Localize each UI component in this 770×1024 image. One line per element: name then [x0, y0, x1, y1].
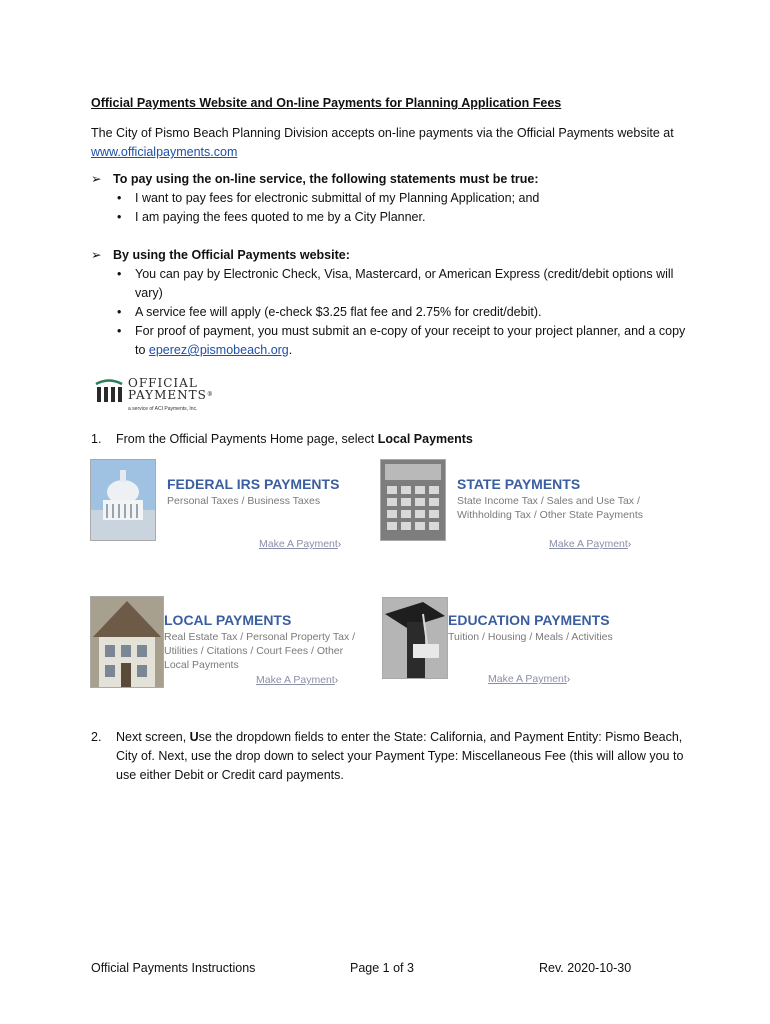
logo-line-1: OFFICIAL [128, 376, 198, 390]
state-card-desc: State Income Tax / Sales and Use Tax / Withholding Tax / Other State Payments [457, 495, 643, 521]
footer-left: Official Payments Instructions [91, 961, 256, 975]
chevron-right-icon: › [566, 673, 571, 685]
official-payments-link[interactable]: www.officialpayments.com [91, 145, 238, 159]
make-payment-link[interactable]: Make A Payment [549, 538, 628, 550]
list-item-text: A service fee will apply (e-check $3.25 flat fee and 2.75% for credit/debit). [135, 305, 542, 319]
graduation-thumbnail [382, 597, 446, 677]
federal-card-desc: Personal Taxes / Business Taxes [167, 495, 321, 507]
calculator-image [380, 459, 446, 541]
website-usage-section [91, 246, 691, 360]
bullet-icon: • [117, 210, 122, 224]
bullet-icon: • [117, 191, 122, 205]
state-card-title[interactable]: STATE PAYMENTS [457, 476, 581, 492]
education-card-desc: Tuition / Housing / Meals / Activities [448, 631, 613, 643]
local-make-payment[interactable] [256, 672, 338, 687]
house-thumbnail [90, 596, 162, 686]
columns-logo-icon [94, 378, 124, 404]
step-number: 1. [91, 432, 102, 446]
step-bold-text: Local Payments [377, 432, 473, 446]
step-2-row [91, 728, 691, 785]
document-title: Official Payments Website and On-line Payments for Planning Application Fees [91, 96, 562, 110]
capitol-thumbnail [90, 459, 154, 539]
logo-wordmark [128, 377, 214, 401]
list-item [91, 303, 691, 322]
intro-text: The City of Pismo Beach Planning Division accepts on-line payments via the Official Payments website at [91, 126, 674, 140]
capitol-image [90, 459, 156, 541]
state-make-payment[interactable] [549, 536, 631, 551]
step-1 [91, 432, 473, 446]
house-image [90, 596, 164, 688]
list-item [91, 189, 691, 208]
chevron-right-icon: › [334, 674, 339, 686]
website-usage-list [91, 265, 691, 360]
bullet-icon: • [117, 324, 122, 338]
bullet-icon: • [117, 267, 122, 281]
bullet-icon: • [117, 305, 122, 319]
list-item [91, 265, 691, 303]
step-bold-text: U [189, 730, 199, 744]
local-card-desc: Real Estate Tax / Personal Property Tax / Utilities / Citations / Court Fees / Other Local Payments [164, 631, 356, 671]
calculator-thumbnail [380, 459, 444, 539]
federal-make-payment[interactable] [259, 536, 341, 551]
website-usage-header-text: By using the Official Payments website: [113, 248, 350, 262]
list-item-text: I want to pay fees for electronic submittal of my Planning Application; and [135, 191, 540, 205]
logo-line-2: PAYMENTS [128, 388, 207, 402]
footer-page-number: Page 1 of 3 [350, 961, 414, 975]
list-item-text: For proof of payment, you must submit an e-copy of your receipt to your project planner, and a copy to [135, 324, 686, 357]
requirements-list [91, 189, 691, 227]
chevron-right-icon: › [627, 538, 632, 550]
local-card-title[interactable]: LOCAL PAYMENTS [164, 612, 292, 628]
graduation-image [382, 597, 448, 679]
education-card-title[interactable]: EDUCATION PAYMENTS [448, 612, 610, 628]
footer-revision: Rev. 2020-10-30 [539, 961, 632, 975]
logo-reg: ® [206, 391, 214, 398]
requirements-header-text: To pay using the on-line service, the following statements must be true: [113, 172, 539, 186]
list-item-text: I am paying the fees quoted to me by a City Planner. [135, 210, 426, 224]
step-text-pre: Next screen, [116, 730, 190, 744]
email-suffix: . [288, 343, 293, 357]
step-number: 2. [91, 730, 102, 744]
requirements-section [91, 170, 691, 227]
make-payment-link[interactable]: Make A Payment [256, 674, 335, 686]
requirements-header [91, 170, 691, 189]
list-item [91, 322, 691, 360]
list-item-text: You can pay by Electronic Check, Visa, Mastercard, or American Express (credit/debit options will vary) [135, 267, 674, 300]
step-text: From the Official Payments Home page, select [116, 432, 378, 446]
intro-paragraph [91, 124, 691, 162]
step-2 [91, 728, 691, 785]
step-text: se the dropdown fields to enter the State: California, and Payment Entity: Pismo Beach, City of. Next, use the drop down to select your Payment Type: Miscellaneous Fee (this will allow you to use either Debit or Credit card payments. [116, 730, 684, 782]
logo-tagline: a service of ACI Payments, Inc. [128, 406, 198, 412]
chevron-right-icon: › [337, 538, 342, 550]
official-payments-logo [94, 376, 224, 416]
website-usage-header [91, 246, 691, 265]
make-payment-link[interactable]: Make A Payment [259, 538, 338, 550]
arrow-bullet-icon: ➢ [91, 248, 102, 262]
make-payment-link[interactable]: Make A Payment [488, 673, 567, 685]
list-item [91, 208, 691, 227]
arrow-bullet-icon: ➢ [91, 172, 102, 186]
email-link[interactable]: eperez@pismobeach.org [148, 343, 289, 357]
education-make-payment[interactable] [488, 671, 570, 686]
federal-card-title[interactable]: FEDERAL IRS PAYMENTS [167, 476, 340, 492]
